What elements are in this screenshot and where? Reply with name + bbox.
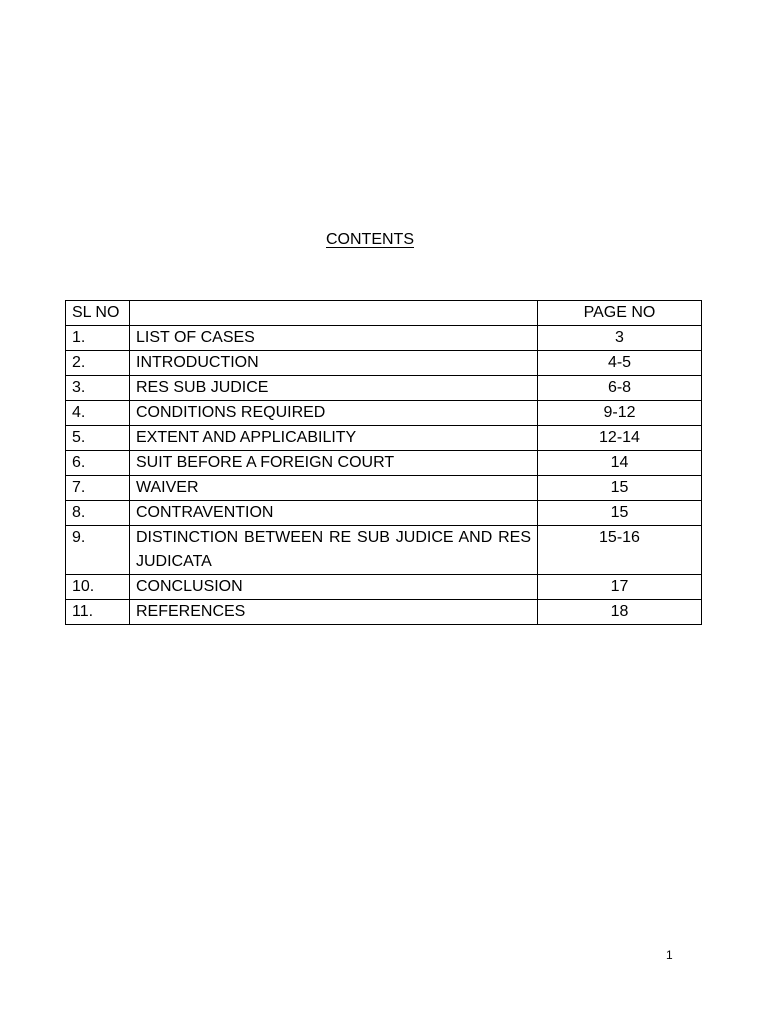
row-page: 15-16 <box>538 526 702 575</box>
row-sl: 4. <box>66 401 130 426</box>
row-title: WAIVER <box>130 476 538 501</box>
contents-table <box>65 300 702 625</box>
row-page: 14 <box>538 451 702 476</box>
row-sl: 3. <box>66 376 130 401</box>
table-row <box>66 376 702 401</box>
row-page: 17 <box>538 575 702 600</box>
page-number: 1 <box>666 948 673 962</box>
row-sl: 6. <box>66 451 130 476</box>
row-sl: 8. <box>66 501 130 526</box>
row-sl: 10. <box>66 575 130 600</box>
table-row <box>66 575 702 600</box>
row-sl: 9. <box>66 526 130 575</box>
table-row <box>66 526 702 575</box>
row-page: 9-12 <box>538 401 702 426</box>
row-title: CONCLUSION <box>130 575 538 600</box>
table-row <box>66 326 702 351</box>
row-sl: 7. <box>66 476 130 501</box>
table-row <box>66 426 702 451</box>
row-page: 4-5 <box>538 351 702 376</box>
row-title: INTRODUCTION <box>130 351 538 376</box>
header-title <box>130 301 538 326</box>
row-page: 6-8 <box>538 376 702 401</box>
table-row <box>66 451 702 476</box>
row-page: 15 <box>538 476 702 501</box>
table-row <box>66 401 702 426</box>
row-title: CONTRAVENTION <box>130 501 538 526</box>
row-title: DISTINCTION BETWEEN RE SUB JUDICE AND RES JUDICATA <box>130 526 538 575</box>
table-row <box>66 501 702 526</box>
row-page: 15 <box>538 501 702 526</box>
row-title: LIST OF CASES <box>130 326 538 351</box>
row-page: 12-14 <box>538 426 702 451</box>
row-sl: 1. <box>66 326 130 351</box>
header-page-no: PAGE NO <box>538 301 702 326</box>
row-page: 3 <box>538 326 702 351</box>
row-sl: 5. <box>66 426 130 451</box>
row-sl: 11. <box>66 600 130 625</box>
header-sl-no: SL NO <box>66 301 130 326</box>
contents-heading: CONTENTS <box>326 231 414 248</box>
row-title: EXTENT AND APPLICABILITY <box>130 426 538 451</box>
row-page: 18 <box>538 600 702 625</box>
row-title: RES SUB JUDICE <box>130 376 538 401</box>
row-title: CONDITIONS REQUIRED <box>130 401 538 426</box>
table-row <box>66 351 702 376</box>
row-title: SUIT BEFORE A FOREIGN COURT <box>130 451 538 476</box>
row-title: REFERENCES <box>130 600 538 625</box>
row-sl: 2. <box>66 351 130 376</box>
table-header-row <box>66 301 702 326</box>
table-row <box>66 600 702 625</box>
table-row <box>66 476 702 501</box>
